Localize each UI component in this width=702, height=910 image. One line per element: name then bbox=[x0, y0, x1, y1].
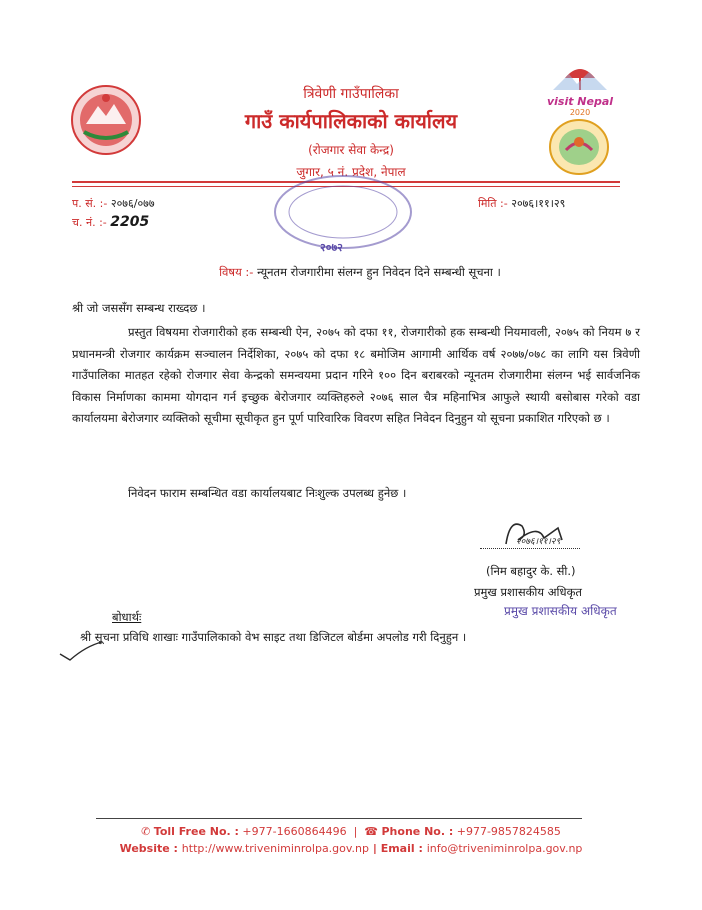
header-municipality: त्रिवेणी गाउँपालिका bbox=[303, 86, 399, 102]
phone-icon: ✆ bbox=[141, 825, 151, 838]
title-stamp: प्रमुख प्रशासकीय अधिकृत bbox=[504, 604, 617, 618]
office-stamp-icon bbox=[268, 172, 418, 262]
letter-number-label: प. सं. :- bbox=[72, 197, 108, 210]
signature-date: २०७६।११।२९ bbox=[516, 537, 561, 547]
header-center: (रोजगार सेवा केन्द्र) bbox=[308, 143, 394, 157]
body-paragraph-2: निवेदन फाराम सम्बन्धित वडा कार्यालयबाट निःशुल्क उपलब्ध हुनेछ । bbox=[128, 486, 407, 500]
phone-label: Phone No. : bbox=[381, 825, 454, 838]
website-link[interactable]: http://www.triveniminrolpa.gov.np bbox=[181, 842, 370, 854]
letter-number-value: २०७६/०७७ bbox=[110, 197, 155, 210]
email-label: Email : bbox=[380, 842, 423, 854]
cc-line: श्री सूचना प्रविधि शाखाः गाउँपालिकाको वेभ साइट तथा डिजिटल बोर्डमा अपलोड गरी दिनुहुन । bbox=[80, 630, 467, 644]
phone-value: +977-9857824585 bbox=[456, 825, 561, 838]
telephone-icon: ☎ bbox=[364, 825, 378, 838]
signature-line bbox=[480, 548, 580, 549]
body-paragraph-1: प्रस्तुत विषयमा रोजगारीको हक सम्बन्धी ऐन, २०७५ को दफा ११, रोजगारीको हक सम्बन्धी नियमावली, २०७५ को नियम ७ र प्रधानमन्त्री रोजगार कार्यक्रम सञ्चालन निर्देशिका, २०७५ को दफा १८ बमोजिम आगामी आर्थिक वर्ष २०७७/०७८ का लागि यस त्रिवेणी गाउँपालिका मातहत रहेको रोजगार सेवा केन्द्रको समन्वयमा प्रदान गरिने १०० दिन बराबरको न्यूनतम रोजगारीमा संलग्न भई सार्वजनिक विकास निर्माणका काममा योगदान गर्न इच्छुक बेरोजगार व्यक्तिहरुले २०७६ साल चैत्र महिनाभित्र आफुले स्थायी बसोबास गरेको वडा कार्यालयमा बेरोजगार व्यक्तिको सूचीमा सूचीकृत हुन पूर्ण पारिवारिक विवरण सहित निवेदन दिनुहुन यो सूचना प्रकाशित गरिएको छ । bbox=[72, 325, 640, 425]
footer-web: Website : http://www.triveniminrolpa.gov.np | Email : info@triveniminrolpa.gov.np bbox=[119, 842, 583, 854]
letter-number bbox=[72, 196, 155, 211]
stamp-year: २०७२ bbox=[320, 241, 343, 254]
dispatch-number bbox=[72, 214, 149, 230]
footer-contact: ✆ Toll Free No. : +977-1660864496 | ☎ Phone No. : +977-9857824585 bbox=[141, 825, 561, 838]
signatory-title: प्रमुख प्रशासकीय अधिकृत bbox=[474, 585, 582, 599]
email-link[interactable]: info@triveniminrolpa.gov.np bbox=[426, 842, 583, 854]
footer-divider bbox=[96, 818, 582, 819]
date-value: २०७६।११।२९ bbox=[511, 197, 566, 210]
subject-label: विषय :- bbox=[219, 265, 254, 279]
cc-label: बोधार्थः bbox=[112, 610, 142, 624]
checkmark-icon bbox=[56, 640, 106, 664]
subject-line bbox=[150, 265, 570, 280]
main-body bbox=[72, 322, 640, 430]
subject-text: न्यूनतम रोजगारीमा संलग्न हुन निवेदन दिने सम्बन्धी सूचना । bbox=[257, 265, 501, 279]
header-office: गाउँ कार्यपालिकाको कार्यालय bbox=[244, 109, 458, 133]
date-label: मिति :- bbox=[478, 197, 508, 210]
dispatch-number-label: च. नं. :- bbox=[72, 216, 107, 229]
visit-nepal-text: visit Nepal bbox=[546, 95, 614, 108]
date bbox=[478, 196, 565, 211]
body-paragraph-2-wrap bbox=[72, 483, 640, 505]
header-address: जुगार, ५ नं. प्रदेश, नेपाल bbox=[296, 165, 406, 179]
website-label: Website : bbox=[119, 842, 178, 854]
visit-nepal-year: 2020 bbox=[569, 108, 591, 117]
toll-free-value: +977-1660864496 bbox=[242, 825, 347, 838]
signatory-name: (निम बहादुर के. सी.) bbox=[486, 564, 576, 578]
dispatch-number-value: 2205 bbox=[110, 214, 150, 230]
salutation: श्री जो जससँग सम्बन्ध राख्दछ । bbox=[72, 301, 206, 315]
toll-free-label: Toll Free No. : bbox=[153, 825, 239, 838]
